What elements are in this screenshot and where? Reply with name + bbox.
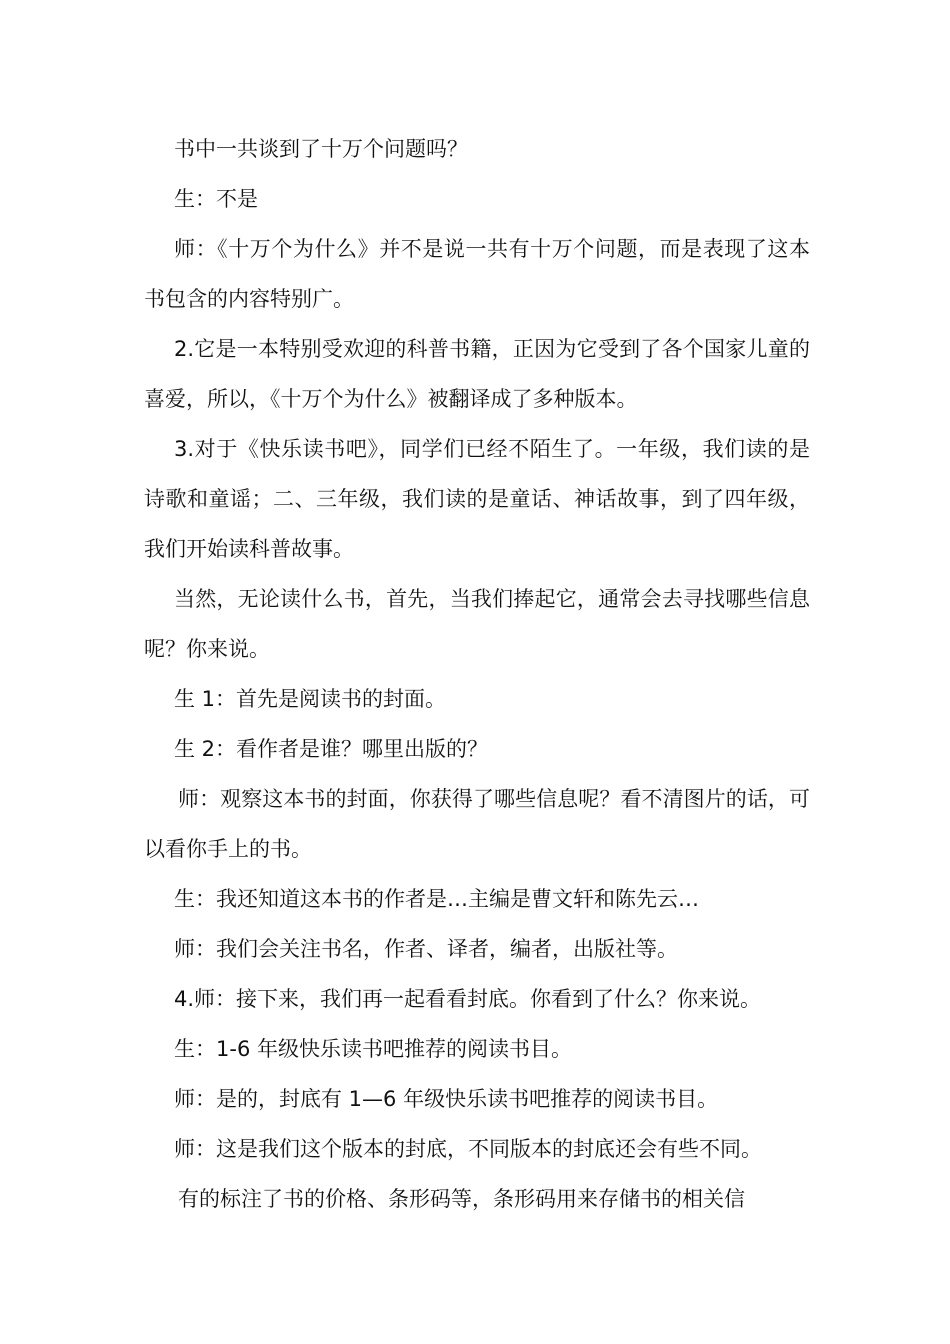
paragraph: 师：观察这本书的封面，你获得了哪些信息呢？看不清图片的话，可以看你手上的书。: [144, 787, 810, 861]
paragraph: 2.它是一本特别受欢迎的科普书籍，正因为它受到了各个国家儿童的喜爱，所以，《十万个为什么》被翻译成了多种版本。: [144, 337, 810, 411]
paragraph: 生：不是: [174, 187, 258, 211]
paragraph: 当然，无论读什么书，首先，当我们捧起它，通常会去寻找哪些信息呢？你来说。: [144, 587, 810, 661]
paragraph: 有的标注了书的价格、条形码等，条形码用来存储书的相关信: [178, 1187, 745, 1211]
paragraph: 生 2：看作者是谁？哪里出版的？: [174, 737, 489, 761]
document-body: [144, 124, 810, 1224]
paragraph: 书中一共谈到了十万个问题吗？: [174, 137, 468, 161]
paragraph: 生：1-6 年级快乐读书吧推荐的阅读书目。: [174, 1037, 572, 1061]
paragraph: 生 1：首先是阅读书的封面。: [174, 687, 447, 711]
paragraph: 师：《十万个为什么》并不是说一共有十万个问题，而是表现了这本书包含的内容特别广。: [144, 237, 810, 311]
paragraph: 4.师：接下来，我们再一起看看封底。你看到了什么？你来说。: [174, 987, 762, 1011]
paragraph: 生：我还知道这本书的作者是…主编是曹文轩和陈先云…: [174, 887, 699, 911]
paragraph: 师：这是我们这个版本的封底，不同版本的封底还会有些不同。: [174, 1137, 762, 1161]
paragraph: 师：我们会关注书名，作者、译者，编者，出版社等。: [174, 937, 678, 961]
paragraph: 3.对于《快乐读书吧》，同学们已经不陌生了。一年级，我们读的是诗歌和童谣；二、三年级，我们读的是童话、神话故事，到了四年级，我们开始读科普故事。: [144, 437, 810, 561]
paragraph: 师：是的，封底有 1—6 年级快乐读书吧推荐的阅读书目。: [174, 1087, 719, 1111]
